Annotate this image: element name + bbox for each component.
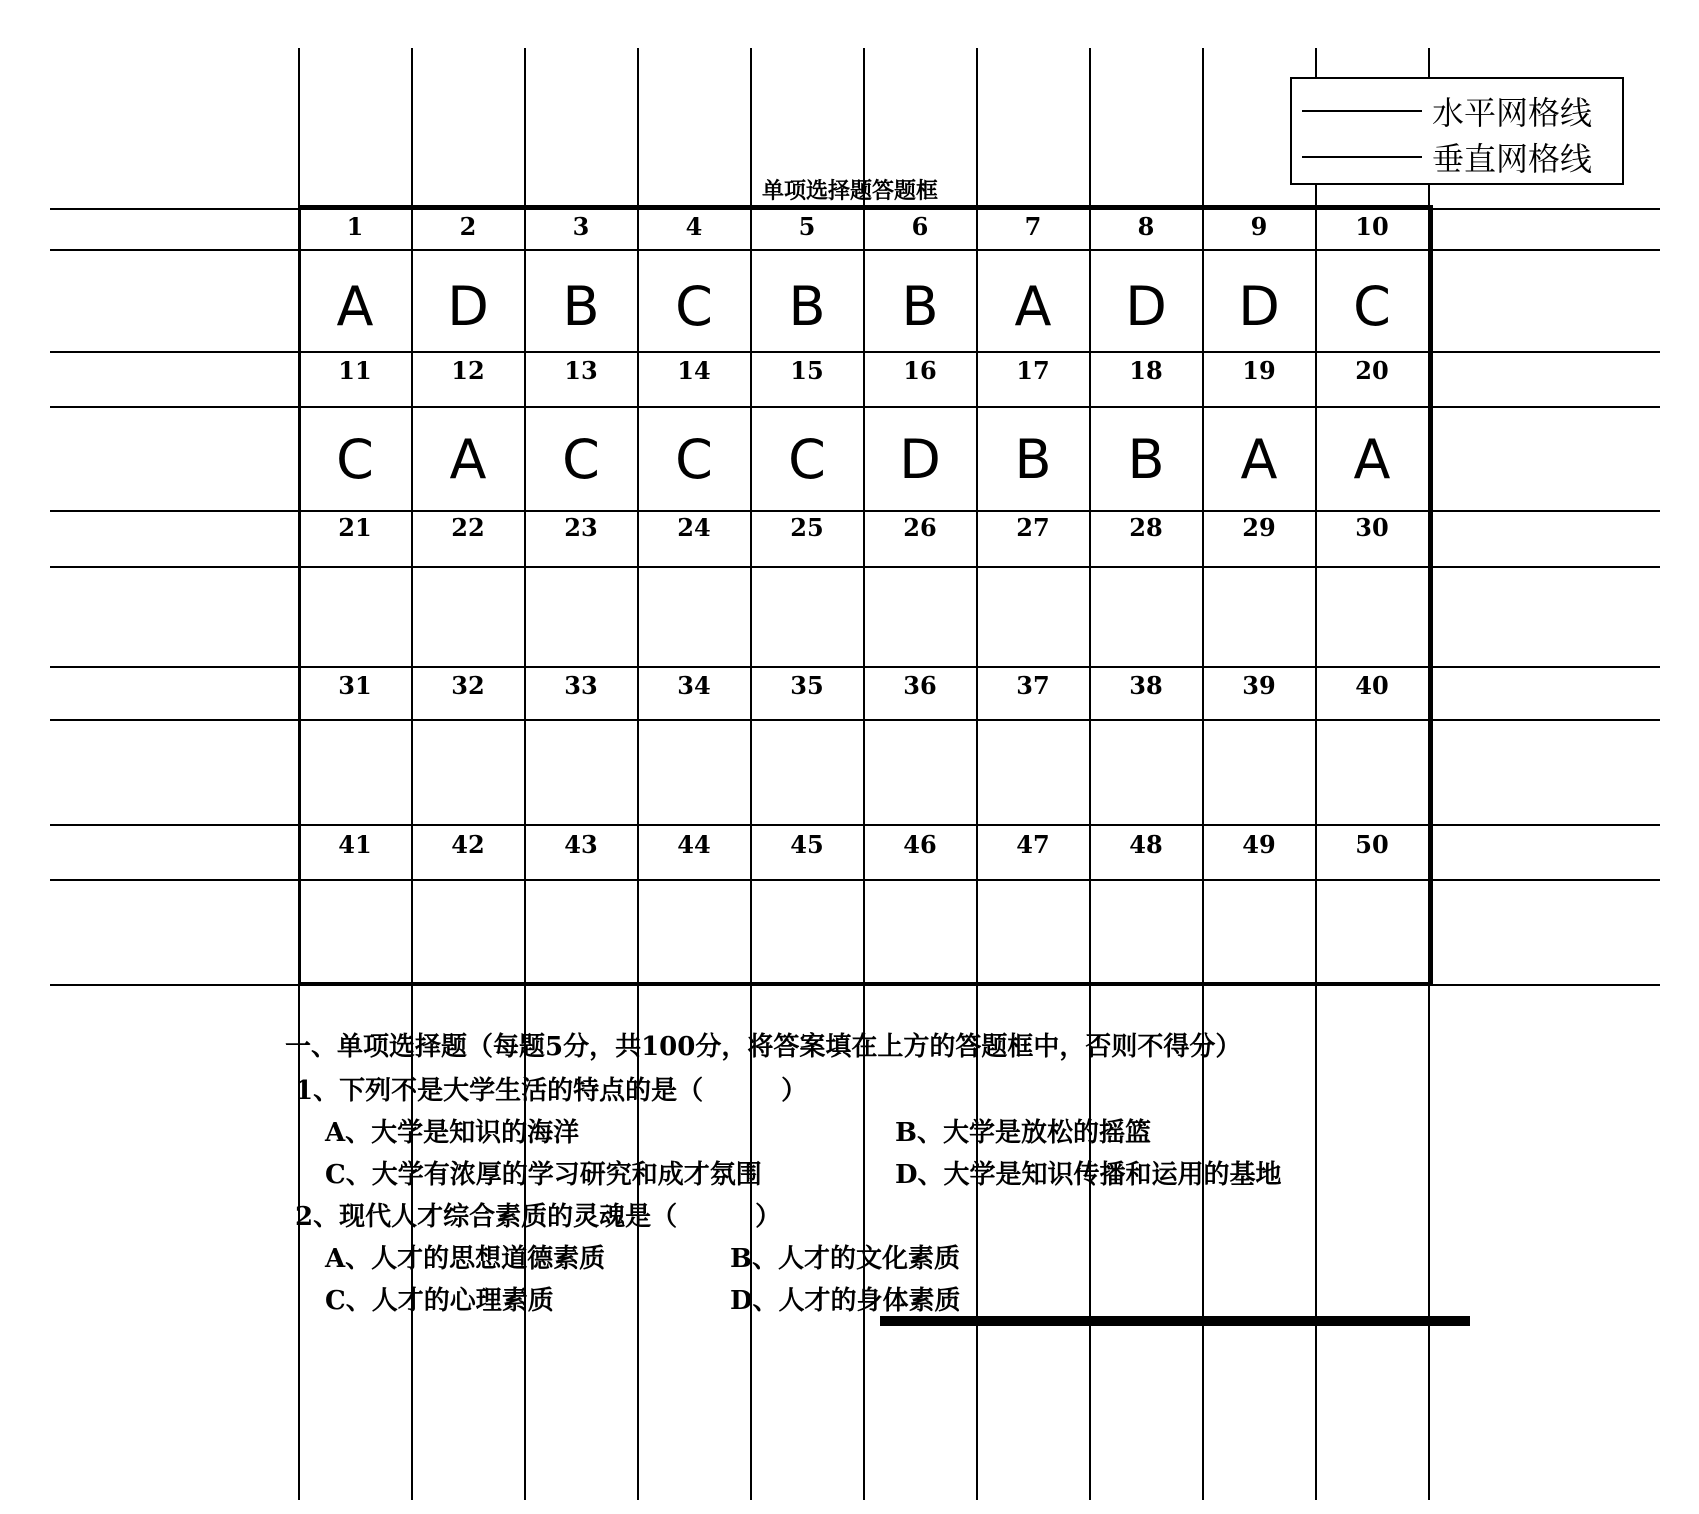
legend-line-swatch	[1302, 156, 1422, 158]
answer-cell: D	[1238, 275, 1280, 338]
question-number: 39	[1242, 671, 1276, 700]
question-number: 41	[338, 830, 372, 859]
legend-line-swatch	[1302, 110, 1422, 112]
question-number: 36	[903, 671, 937, 700]
question-number: 10	[1355, 212, 1389, 241]
legend-label: 垂直网格线	[1432, 140, 1593, 178]
question-number: 49	[1242, 830, 1276, 859]
answer-cell: C	[788, 428, 826, 491]
question-number: 3	[572, 212, 590, 241]
answer-cell: A	[336, 275, 374, 338]
answer-cell: A	[1240, 428, 1278, 491]
option-b: B、人才的文化素质	[730, 1244, 960, 1274]
answer-cell: C	[1353, 275, 1391, 338]
question-stem: 2、现代人才综合素质的灵魂是（ ）	[295, 1202, 782, 1232]
legend-item-horizontal	[1302, 91, 1592, 131]
answer-cell: B	[901, 275, 939, 338]
question-number: 14	[677, 356, 711, 385]
question-number: 43	[564, 830, 598, 859]
question-number: 37	[1016, 671, 1050, 700]
answer-cell: A	[1014, 275, 1052, 338]
question-number: 19	[1242, 356, 1276, 385]
question-number: 26	[903, 513, 937, 542]
question-number: 33	[564, 671, 598, 700]
question-number: 35	[790, 671, 824, 700]
answer-sheet-title: 单项选择题答题框	[761, 178, 938, 204]
question-number: 30	[1355, 513, 1389, 542]
option-d: D、人才的身体素质	[730, 1286, 961, 1316]
question-number: 16	[903, 356, 937, 385]
option-a: A、人才的思想道德素质	[325, 1244, 606, 1274]
question-number: 32	[451, 671, 485, 700]
question-number: 6	[911, 212, 929, 241]
section-header: 一、单项选择题（每题5分，共100分，将答案填在上方的答题框中，否则不得分）	[285, 1032, 1242, 1062]
question-number: 45	[790, 830, 824, 859]
legend-item-vertical	[1302, 137, 1592, 177]
answer-cell: C	[336, 428, 374, 491]
question-number: 1	[346, 212, 364, 241]
question-number: 23	[564, 513, 598, 542]
answer-cell: B	[1127, 428, 1165, 491]
answer-cell: B	[788, 275, 826, 338]
question-number: 31	[338, 671, 372, 700]
question-number: 38	[1129, 671, 1163, 700]
legend	[1290, 77, 1624, 185]
question-number: 46	[903, 830, 937, 859]
question-number: 12	[451, 356, 485, 385]
question-number: 47	[1016, 830, 1050, 859]
question-number: 11	[338, 356, 372, 385]
answer-cell: D	[447, 275, 489, 338]
question-number: 28	[1129, 513, 1163, 542]
question-number: 7	[1024, 212, 1042, 241]
question-number: 50	[1355, 830, 1389, 859]
option-c: C、人才的心理素质	[325, 1286, 554, 1316]
question-number: 44	[677, 830, 711, 859]
option-c: C、大学有浓厚的学习研究和成才氛围	[325, 1160, 762, 1190]
question-number: 4	[685, 212, 703, 241]
question-number: 13	[564, 356, 598, 385]
question-number: 2	[459, 212, 477, 241]
question-number: 5	[798, 212, 816, 241]
scan-ink-bar	[880, 1316, 1470, 1326]
answer-cell: D	[899, 428, 941, 491]
question-number: 42	[451, 830, 485, 859]
question-number: 25	[790, 513, 824, 542]
answer-cell: A	[1353, 428, 1391, 491]
option-b: B、大学是放松的摇篮	[895, 1118, 1151, 1148]
question-number: 15	[790, 356, 824, 385]
question-number: 40	[1355, 671, 1389, 700]
answer-cell: B	[1014, 428, 1052, 491]
answer-cell: C	[675, 428, 713, 491]
question-number: 27	[1016, 513, 1050, 542]
question-number: 17	[1016, 356, 1050, 385]
question-number: 8	[1137, 212, 1155, 241]
question-number: 22	[451, 513, 485, 542]
legend-label: 水平网格线	[1432, 94, 1593, 132]
question-number: 9	[1250, 212, 1268, 241]
answer-cell: B	[562, 275, 600, 338]
question-number: 29	[1242, 513, 1276, 542]
question-number: 20	[1355, 356, 1389, 385]
question-stem: 1、下列不是大学生活的特点的是（ ）	[295, 1076, 808, 1106]
question-number: 21	[338, 513, 372, 542]
answer-cell: D	[1125, 275, 1167, 338]
question-number: 18	[1129, 356, 1163, 385]
answer-cell: C	[562, 428, 600, 491]
question-number: 48	[1129, 830, 1163, 859]
answer-cell: A	[449, 428, 487, 491]
question-number: 34	[677, 671, 711, 700]
option-a: A、大学是知识的海洋	[325, 1118, 580, 1148]
option-d: D、大学是知识传播和运用的基地	[895, 1160, 1282, 1190]
answer-cell: C	[675, 275, 713, 338]
question-number: 24	[677, 513, 711, 542]
